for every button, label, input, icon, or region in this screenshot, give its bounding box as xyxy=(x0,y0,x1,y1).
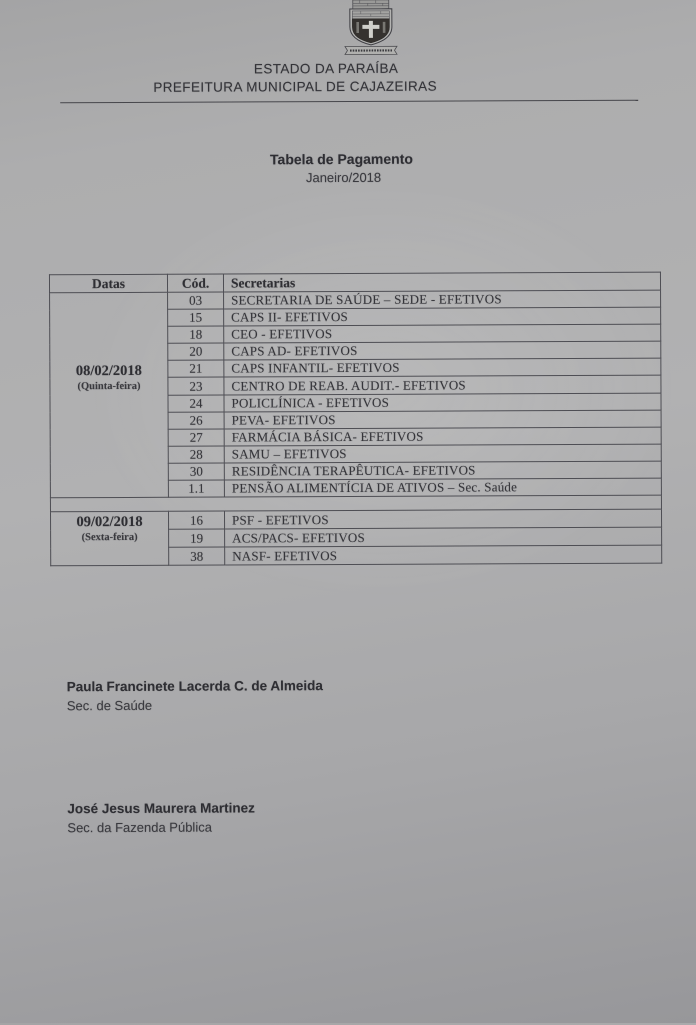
cod-cell: 21 xyxy=(168,360,224,377)
cod-cell: 27 xyxy=(168,429,224,446)
org-state-line: ESTADO DA PARAÍBA xyxy=(254,61,398,77)
signatory-role: Sec. da Fazenda Pública xyxy=(67,819,255,835)
secretaria-cell: CENTRO DE REAB. AUDIT.- EFETIVOS xyxy=(224,376,661,395)
secretaria-cell: CEO - EFETIVOS xyxy=(224,324,661,343)
payment-date: 08/02/2018 xyxy=(50,362,167,380)
signatory-name: José Jesus Maurera Martinez xyxy=(67,800,255,816)
secretaria-cell: FARMÁCIA BÁSICA- EFETIVOS xyxy=(224,427,661,446)
secretaria-cell: PENSÃO ALIMENTÍCIA DE ATIVOS – Sec. Saúde xyxy=(224,478,661,497)
cod-cell: 1.1 xyxy=(168,480,224,497)
cod-cell: 16 xyxy=(168,511,224,529)
secretaria-cell: CAPS AD- EFETIVOS xyxy=(224,341,661,360)
secretaria-cell: ACS/PACS- EFETIVOS xyxy=(225,527,662,547)
secretaria-cell: NASF- EFETIVOS xyxy=(225,545,662,565)
weekday-label: (Sexta-feira) xyxy=(51,532,168,544)
secretaria-cell: SECRETARIA DE SAÚDE – SEDE - EFETIVOS xyxy=(224,290,661,309)
weekday-label: (Quinta-feira) xyxy=(50,380,167,392)
secretaria-cell: PEVA- EFETIVOS xyxy=(224,410,661,429)
cod-cell: 38 xyxy=(169,547,225,565)
signatory-name: Paula Francinete Lacerda C. de Almeida xyxy=(67,678,323,694)
date-cell xyxy=(50,292,169,498)
column-header-secretarias: Secretarias xyxy=(223,272,660,292)
secretaria-cell: CAPS INFANTIL- EFETIVOS xyxy=(224,359,661,378)
secretaria-cell: CAPS II- EFETIVOS xyxy=(224,307,661,326)
column-header-datas: Datas xyxy=(49,274,167,293)
page-title: Tabela de Pagamento xyxy=(270,151,413,168)
page-subtitle: Janeiro/2018 xyxy=(306,170,381,185)
cod-cell: 26 xyxy=(168,412,224,429)
payment-table xyxy=(49,272,662,567)
cod-cell: 18 xyxy=(168,326,224,343)
coat-of-arms-icon xyxy=(336,0,406,61)
cod-cell: 19 xyxy=(169,529,225,547)
signature-block xyxy=(67,800,255,835)
cod-cell: 28 xyxy=(168,446,224,463)
payment-date: 09/02/2018 xyxy=(51,514,168,532)
header-divider xyxy=(60,100,638,104)
cod-cell: 20 xyxy=(168,343,224,360)
date-cell xyxy=(50,511,168,566)
cod-cell: 24 xyxy=(168,395,224,412)
cod-cell: 30 xyxy=(168,463,224,480)
cod-cell: 15 xyxy=(168,309,224,326)
cod-cell: 23 xyxy=(168,378,224,395)
secretaria-cell: PSF - EFETIVOS xyxy=(224,509,661,529)
cod-cell: 03 xyxy=(168,292,224,309)
secretaria-cell: POLICLÍNICA - EFETIVOS xyxy=(224,393,661,412)
column-header-cod: Cód. xyxy=(167,274,223,292)
signatory-role: Sec. de Saúde xyxy=(67,697,323,713)
secretaria-cell: RESIDÊNCIA TERAPÊUTICA- EFETIVOS xyxy=(224,461,661,480)
secretaria-cell: SAMU – EFETIVOS xyxy=(224,444,661,463)
org-prefecture-line: PREFEITURA MUNICIPAL DE CAJAZEIRAS xyxy=(153,79,437,95)
signature-block xyxy=(67,678,323,713)
